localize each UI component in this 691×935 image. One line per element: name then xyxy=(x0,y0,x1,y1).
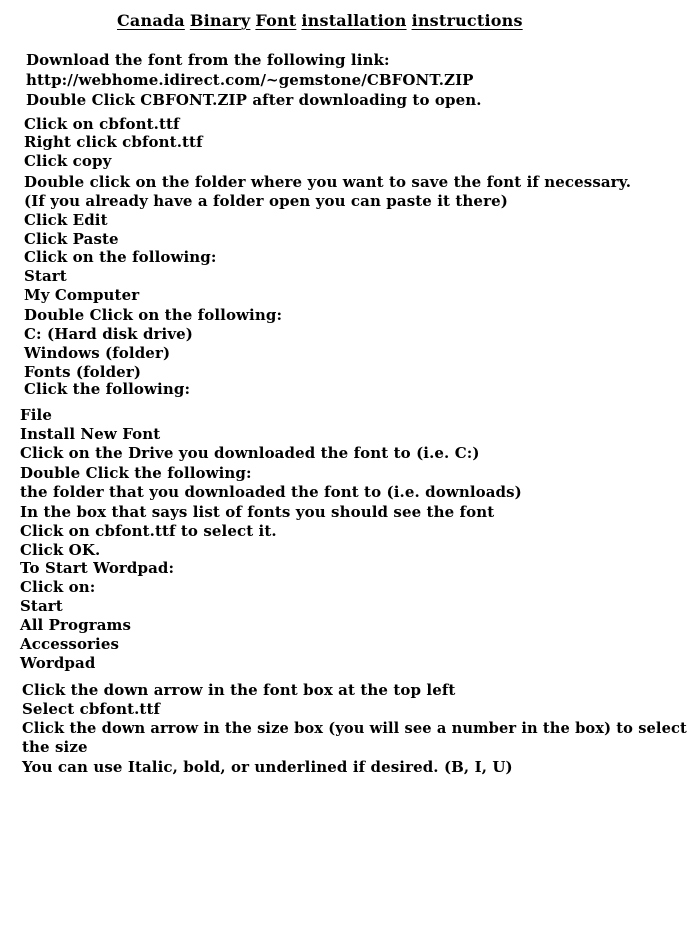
instruction-line: You can use Italic, bold, or underlined if desired. (B, I, U) xyxy=(22,758,513,776)
instruction-line: Click the following: xyxy=(24,380,191,398)
instruction-line: Click Paste xyxy=(24,230,119,248)
download-link: http://webhome.idirect.com/~gemstone/CBFONT.ZIP xyxy=(26,71,474,89)
instruction-line: Right click cbfont.ttf xyxy=(24,133,203,151)
instruction-line: the size xyxy=(22,738,88,756)
instruction-line: Click on the following: xyxy=(24,248,217,266)
title-word: installation xyxy=(301,11,407,30)
title-word: Canada xyxy=(117,11,185,30)
instruction-line: Start xyxy=(24,267,67,285)
instruction-line: Double click on the folder where you want to save the font if necessary. xyxy=(24,173,632,191)
instruction-line: Accessories xyxy=(20,635,120,653)
instruction-line: My Computer xyxy=(24,286,140,304)
instruction-line: All Programs xyxy=(20,616,132,634)
instruction-line: Start xyxy=(20,597,63,615)
instruction-line: Download the font from the following link: xyxy=(26,51,390,69)
instruction-line: Click the down arrow in the font box at the top left xyxy=(22,681,456,699)
instruction-line: C: (Hard disk drive) xyxy=(24,325,193,343)
page-title xyxy=(117,11,528,31)
instruction-line: To Start Wordpad: xyxy=(20,559,175,577)
instruction-line: (If you already have a folder open you can paste it there) xyxy=(24,192,508,210)
instruction-line: Click copy xyxy=(24,152,112,170)
instruction-line: Install New Font xyxy=(20,425,161,443)
title-word: Binary xyxy=(189,11,251,30)
instruction-line: Wordpad xyxy=(20,654,96,672)
instruction-line: Double Click the following: xyxy=(20,464,252,482)
instruction-line: Windows (folder) xyxy=(24,344,171,362)
instruction-line: Click Edit xyxy=(24,211,108,229)
instruction-line: Select cbfont.ttf xyxy=(22,700,161,718)
instruction-line: Click on cbfont.ttf xyxy=(24,115,180,133)
instruction-line: Click on the Drive you downloaded the font to (i.e. C:) xyxy=(20,444,480,462)
instruction-line: In the box that says list of fonts you should see the font xyxy=(20,503,495,521)
instruction-line: Click on cbfont.ttf to select it. xyxy=(20,522,277,540)
instruction-line: Click the down arrow in the size box (you will see a number in the box) to select xyxy=(22,719,687,737)
title-word: Font xyxy=(255,11,297,30)
instruction-line: Click on: xyxy=(20,578,96,596)
instruction-line: the folder that you downloaded the font to (i.e. downloads) xyxy=(20,483,522,501)
instruction-line: Double Click on the following: xyxy=(24,306,283,324)
instruction-line: Click OK. xyxy=(20,541,101,559)
instruction-line: Double Click CBFONT.ZIP after downloading to open. xyxy=(26,91,482,109)
title-word: instructions xyxy=(411,11,523,30)
instruction-line: File xyxy=(20,406,52,424)
instruction-line: Fonts (folder) xyxy=(24,363,142,381)
